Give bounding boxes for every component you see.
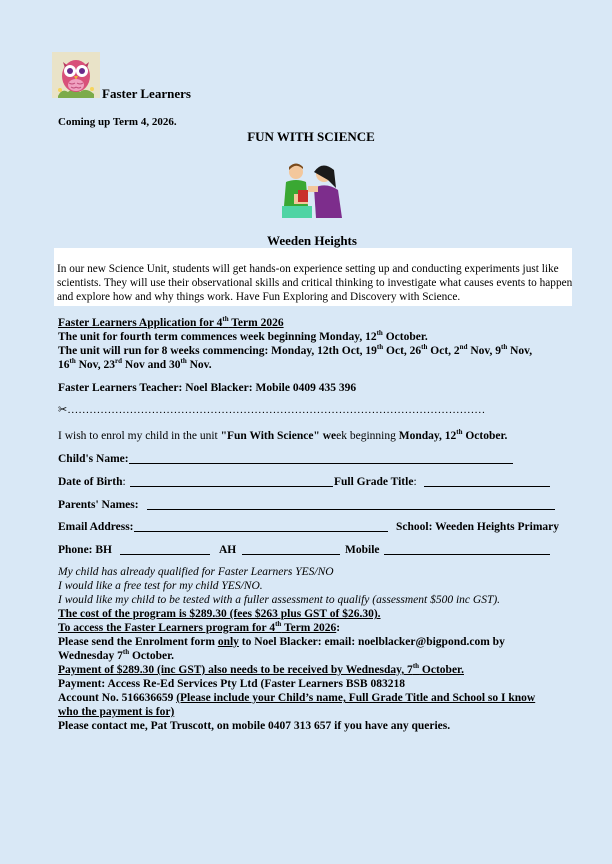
school-heading: Weeden Heights <box>267 233 357 248</box>
qualified-note: My child has already qualified for Faster Learners YES/NO <box>58 566 334 578</box>
access-heading: To access the Faster Learners program for 4th Term 2026: <box>58 620 341 634</box>
science-illustration <box>280 160 346 220</box>
payment-details: Payment: Access Re-Ed Services Pty Ltd (Faster Learners BSB 083218 <box>58 678 405 690</box>
dob-label: Date of Birth: <box>58 476 126 488</box>
email-label: Email Address: <box>58 521 134 533</box>
grade-title-field[interactable] <box>424 486 550 487</box>
child-name-field[interactable] <box>129 463 513 464</box>
school-label: School: Weeden Heights Primary <box>396 521 560 533</box>
mobile-label: Mobile <box>345 544 380 556</box>
account-number: Account No. 516636659 (Please include your Child’s name, Full Grade Title and School so I know <box>58 692 536 704</box>
grade-title-label: Full Grade Title: <box>334 476 417 488</box>
coming-up: Coming up Term 4, 2026. <box>58 116 177 128</box>
teacher-contact: Faster Learners Teacher: Noel Blacker: Mobile 0409 435 396 <box>58 382 357 394</box>
free-test-note: I would like a free test for my child YES/NO. <box>58 580 263 592</box>
child-name-label: Child's Name: <box>58 453 129 465</box>
cut-line: ✂…………………………………………………………………………………………………… <box>58 404 486 416</box>
phone-ah-field[interactable] <box>242 554 340 555</box>
unit-runs-line2: 16th Nov, 23rd Nov and 30th Nov. <box>58 357 212 371</box>
intro-text: In our new Science Unit, students will get hands-on experience setting up and conducting experiments just like scientists. They will use their observational skills and critical thinking to investigate what causes events to happen and explore how and why things work. Have Fun Exploring and Discovery with Science. <box>57 263 573 303</box>
fuller-assessment-note: I would like my child to be tested with a fuller assessment to qualify (assessment $500 inc GST). <box>58 594 501 606</box>
contact-note: Please contact me, Pat Truscott, on mobile 0407 313 657 if you have any queries. <box>58 720 451 732</box>
phone-ah-label: AH <box>219 544 237 556</box>
cost-note: The cost of the program is $289.30 (fees $263 plus GST of $26.30). <box>58 608 381 620</box>
phone-bh-field[interactable] <box>120 554 210 555</box>
phone-bh-label: Phone: BH <box>58 544 112 556</box>
send-form-note: Please send the Enrolment form only to Noel Blacker: email: noelblacker@bigpond.com by <box>58 636 505 648</box>
email-field[interactable] <box>134 531 388 532</box>
dob-field[interactable] <box>130 486 333 487</box>
parents-label: Parents' Names: <box>58 499 139 511</box>
send-date: Wednesday 7th October. <box>58 648 175 662</box>
scissors-icon: ✂ <box>58 404 68 416</box>
payment-deadline: Payment of $289.30 (inc GST) also needs to be received by Wednesday, 7th October. <box>58 662 464 676</box>
application-heading: Faster Learners Application for 4th Term 2026 <box>58 315 284 329</box>
unit-runs-line1: The unit will run for 8 weeks commencing: Monday, 12th Oct, 19th Oct, 26th Oct, 2nd Nov, 9th Nov, <box>58 343 533 357</box>
parents-field[interactable] <box>147 509 555 510</box>
unit-commences: The unit for fourth term commences week beginning Monday, 12th October. <box>58 329 428 343</box>
students-experiment-icon <box>280 160 346 220</box>
owl-logo <box>52 52 100 98</box>
page-title: FUN WITH SCIENCE <box>247 129 375 144</box>
enrol-statement: I wish to enrol my child in the unit "Fun With Science" week beginning Monday, 12th October. <box>58 428 508 442</box>
owl-icon <box>52 52 100 98</box>
mobile-field[interactable] <box>384 554 550 555</box>
brand-name: Faster Learners <box>102 86 191 101</box>
account-note-continued: who the payment is for) <box>58 706 175 718</box>
